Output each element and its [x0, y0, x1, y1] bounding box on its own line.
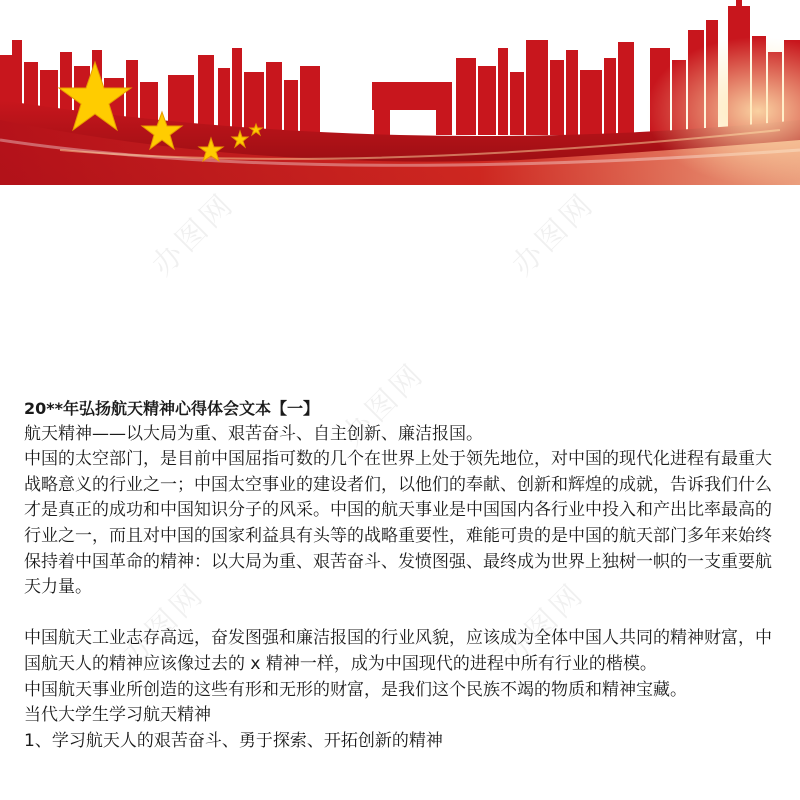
document-title: 20**年弘扬航天精神心得体会文本【一】 [24, 399, 320, 418]
watermark: 办图网 [495, 576, 592, 673]
paragraph: 中国的太空部门，是目前中国屈指可数的几个在世界上处于领先地位，对中国的现代化进程有最重大战略意义的行业之一；中国太空事业的建设者们，以他们的奉献、创新和辉煌的成就，告诉我们什么才是真正的成功和中国知识分子的风采。中国的航天事业是中国国内各行业中投入和产出比率最高的行业之一，而且对中国的国家利益具有头等的战略重要性，难能可贵的是中国的航天部门多年来始终保持着中国革命的精神：以大局为重、艰苦奋斗、发愤图强、最终成为世界上独树一帜的一支重要航天力量。 [24, 449, 772, 598]
header-banner [0, 0, 800, 185]
paragraph: 航天精神——以大局为重、艰苦奋斗、自主创新、廉洁报国。 [24, 423, 483, 444]
watermark: 办图网 [505, 186, 602, 283]
paragraph: 中国航天事业所创造的这些有形和无形的财富，是我们这个民族不竭的物质和精神宝藏。 [24, 679, 687, 700]
watermark: 办图网 [145, 186, 242, 283]
paragraph: 中国航天工业志存高远，奋发图强和廉洁报国的行业风貌，应该成为全体中国人共同的精神财富，中国航天人的精神应该像过去的 x 精神一样，成为中国现代的进程中所有行业的楷模。 [24, 628, 772, 674]
document-body [24, 396, 784, 754]
watermark: 办图网 [115, 576, 212, 673]
paragraph: 1、学习航天人的艰苦奋斗、勇于探索、开拓创新的精神 [24, 730, 443, 751]
blank-line [24, 601, 784, 627]
banner-graphic [0, 0, 800, 185]
paragraph: 当代大学生学习航天精神 [24, 705, 211, 726]
watermark: 办图网 [335, 356, 432, 453]
